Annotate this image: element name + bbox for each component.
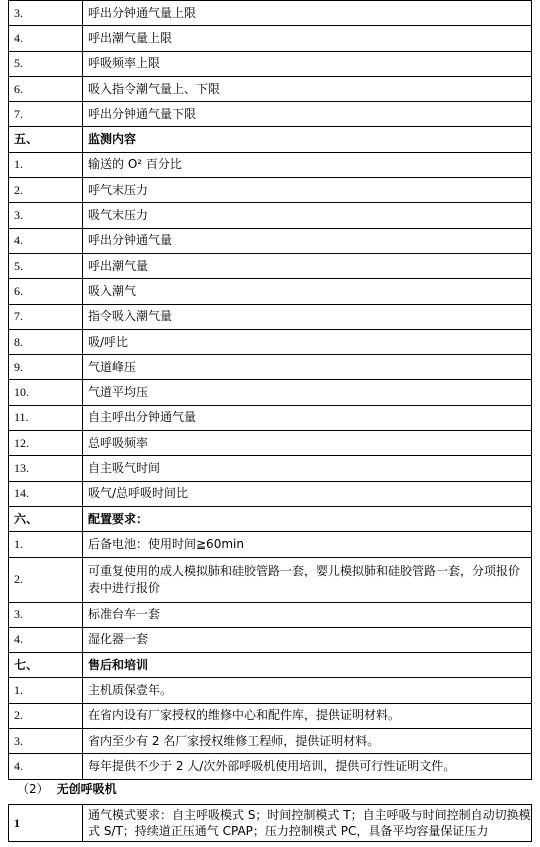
table-row: [9, 805, 532, 842]
section-number: 五、: [9, 127, 83, 152]
subheading-title: 无创呼吸机: [56, 782, 117, 796]
item-text: 呼出分钟通气量上限: [83, 1, 532, 26]
item-text: 省内至少有 2 名厂家授权维修工程师，提供证明材料。: [83, 729, 532, 754]
item-text: 吸气/总呼吸时间比: [83, 481, 532, 506]
table-row: [9, 431, 532, 456]
item-text: 吸气末压力: [83, 203, 532, 228]
item-number: 5.: [9, 253, 83, 278]
table-row: [9, 26, 532, 51]
item-number: 4.: [9, 754, 83, 779]
item-text: 吸/呼比: [83, 329, 532, 354]
item-number: 10.: [9, 380, 83, 405]
table-row: [9, 76, 532, 101]
item-number: 3.: [9, 602, 83, 627]
item-number: 4.: [9, 228, 83, 253]
item-text: 自主吸气时间: [83, 456, 532, 481]
item-number: 1.: [9, 152, 83, 177]
item-text: 通气模式要求：自主呼吸模式 S；时间控制模式 T；自主呼吸与时间控制自动切换模式 S/T；持续道正压通气 CPAP；压力控制模式 PC，具备平均容量保证压力: [83, 805, 532, 842]
item-number: 12.: [9, 431, 83, 456]
table-row: [9, 178, 532, 203]
table-row: [9, 102, 532, 127]
table-row: [9, 678, 532, 703]
item-number: 11.: [9, 405, 83, 430]
section-title: 监测内容: [83, 127, 532, 152]
table-row: [9, 51, 532, 76]
item-number: 1: [9, 805, 83, 842]
table-row: [9, 602, 532, 627]
section-number: 七、: [9, 653, 83, 678]
item-text: 自主呼出分钟通气量: [83, 405, 532, 430]
table-row: [9, 152, 532, 177]
item-text: 湿化器一套: [83, 627, 532, 652]
item-text: 气道平均压: [83, 380, 532, 405]
item-text: 总呼吸频率: [83, 431, 532, 456]
item-text: 可重复使用的成人模拟肺和硅胶管路一套，婴儿模拟肺和硅胶管路一套，分项报价表中进行报价: [83, 557, 532, 602]
item-number: 1.: [9, 532, 83, 557]
item-number: 8.: [9, 329, 83, 354]
item-text: 主机质保壹年。: [83, 678, 532, 703]
item-text: 呼出潮气量上限: [83, 26, 532, 51]
item-text: 在省内设有厂家授权的维修中心和配件库，提供证明材料。: [83, 703, 532, 728]
section-header-row: [9, 653, 532, 678]
table-row: [9, 481, 532, 506]
item-number: 5.: [9, 51, 83, 76]
section-number: 六、: [9, 506, 83, 531]
item-number: 6.: [9, 76, 83, 101]
section-title: 售后和培训: [83, 653, 532, 678]
item-text: 标准台车一套: [83, 602, 532, 627]
item-text: 每年提供不少于 2 人/次外部呼吸机使用培训，提供可行性证明文件。: [83, 754, 532, 779]
item-number: 7.: [9, 102, 83, 127]
table-row: [9, 456, 532, 481]
table-row: [9, 203, 532, 228]
item-text: 指令吸入潮气量: [83, 304, 532, 329]
table-row: [9, 253, 532, 278]
table-row: [9, 627, 532, 652]
table-row: [9, 355, 532, 380]
item-text: 呼出潮气量: [83, 253, 532, 278]
item-text: 气道峰压: [83, 355, 532, 380]
item-number: 2.: [9, 557, 83, 602]
specification-table: [8, 0, 532, 780]
item-number: 3.: [9, 1, 83, 26]
section-subheading: [17, 780, 117, 798]
item-number: 2.: [9, 178, 83, 203]
table-row: [9, 754, 532, 779]
item-number: 9.: [9, 355, 83, 380]
table-row: [9, 729, 532, 754]
specification-table-body: [9, 1, 532, 780]
item-number: 4.: [9, 26, 83, 51]
section-title: 配置要求：: [83, 506, 532, 531]
item-text: 后备电池：使用时间≧60min: [83, 532, 532, 557]
item-text: 呼出分钟通气量: [83, 228, 532, 253]
item-number: 7.: [9, 304, 83, 329]
item-number: 1.: [9, 678, 83, 703]
table-row: [9, 557, 532, 602]
table-row: [9, 532, 532, 557]
table-row: [9, 405, 532, 430]
table-row: [9, 703, 532, 728]
item-text: 吸入指令潮气量上、下限: [83, 76, 532, 101]
item-text: 呼气末压力: [83, 178, 532, 203]
item-number: 4.: [9, 627, 83, 652]
section-header-row: [9, 506, 532, 531]
item-text: 呼吸频率上限: [83, 51, 532, 76]
item-number: 13.: [9, 456, 83, 481]
item-number: 6.: [9, 279, 83, 304]
item-number: 2.: [9, 703, 83, 728]
item-text: 呼出分钟通气量下限: [83, 102, 532, 127]
subheading-number: （2）: [17, 782, 49, 796]
table-row: [9, 304, 532, 329]
table-row: [9, 380, 532, 405]
table-row: [9, 279, 532, 304]
item-number: 3.: [9, 203, 83, 228]
item-number: 14.: [9, 481, 83, 506]
section-header-row: [9, 127, 532, 152]
item-number: 3.: [9, 729, 83, 754]
table-row: [9, 329, 532, 354]
item-text: 吸入潮气: [83, 279, 532, 304]
noninvasive-ventilator-table: [8, 804, 532, 842]
item-text: 输送的 O² 百分比: [83, 152, 532, 177]
table-row: [9, 1, 532, 26]
noninvasive-table-body: [9, 805, 532, 842]
table-row: [9, 228, 532, 253]
